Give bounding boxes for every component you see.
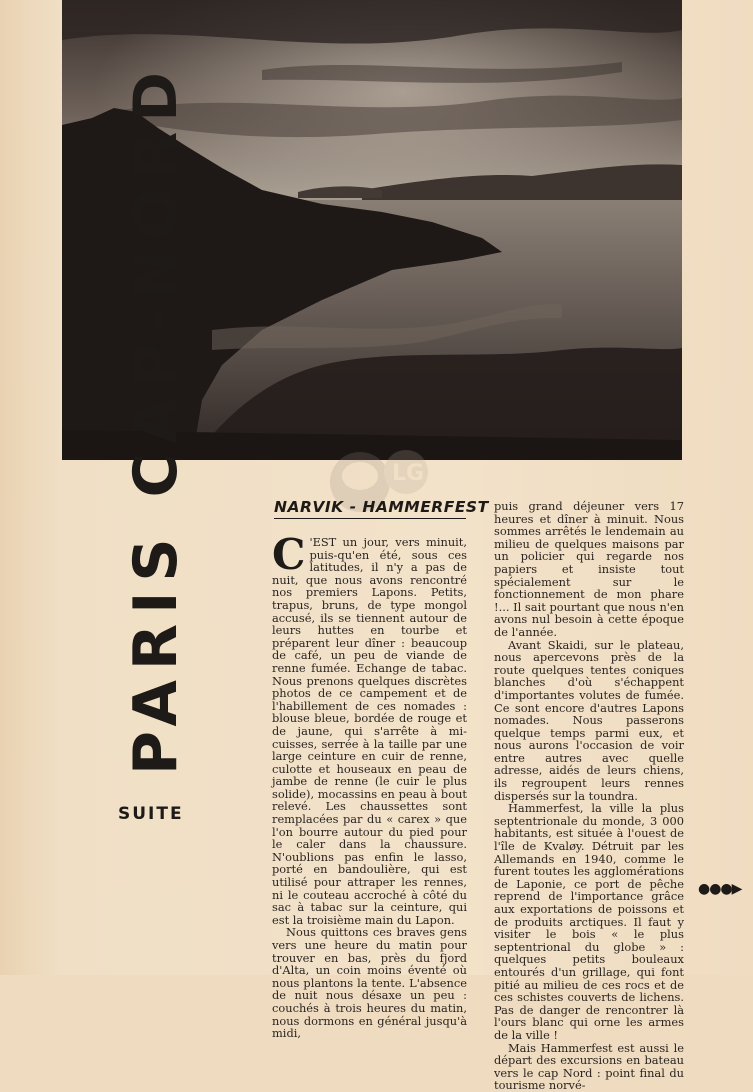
continuation-label: SUITE: [118, 804, 184, 824]
article-column-2: [494, 499, 684, 1092]
paragraph: 'EST un jour, vers minuit, puis-qu'en été, sous ces latitudes, il n'y a pas de nuit, que nous avons rencontré nos premiers Lapons. Petits, trapus, bruns, de type mongol accusé, ils se tiennent autour de leurs huttes en tourbe et préparent leur dîner : beaucoup de café, un peu de viande de renne fumée. Echange de tabac. Nous prenons quelques discrètes photos de ce campement et de l'habillement de ces nomades : blouse bleue, bordée de rouge et de jaune, qui s'arrête à mi-cuisses, serrée à la taille par une large ceinture en cuir de renne, culotte et houseaux en peau de jambe de renne (le cuir le plus solide), mocassins en peau à bout relevé. Les chaussettes sont remplacées par du « carex » que l'on bourre autour du pied pour le caler dans la chaussure. N'oublions pas enfin le lasso, porté en bandoulière, qui est utilisé pour attraper les rennes, ni le couteau accroché à côté du sac à tabac sur la ceinture, qui est la troisième main du Lapon.: [272, 535, 467, 927]
paragraph: Avant Skaidi, sur le plateau, nous apercevons près de la route quelques tentes coniques blanches d'où s'échappent d'importantes volutes de fumée. Ce sont encore d'autres Lapons nomades. Nous passerons quelque temps parmi eux, et nous aurons l'occasion de voir entre autres avec quelle adresse, aidés de leurs chiens, ils regroupent leurs rennes dispersés sur la toundra.: [494, 637, 684, 803]
watermark-text: LG: [392, 461, 425, 486]
paragraph: Mais Hammerfest est aussi le départ des excursions en bateau vers le cap Nord : point final du tourisme norvé-: [494, 1040, 684, 1092]
paragraph: Nous quittons ces braves gens vers une heure du matin pour trouver en bas, près du fjord d'Alta, un coin moins éventé où nous plantons la tente. L'absence de nuit nous désaxe un peu : couchés à trois heures du matin, nous dormons en général jusqu'à midi,: [272, 925, 467, 1041]
vertical-title: PARIS CAP-NORD: [121, 61, 191, 775]
paragraph: puis grand déjeuner vers 17 heures et dîner à minuit. Nous sommes arrêtés le lendemain au milieu de quelques maisons par un policier qui regarde nos papiers et insiste tout spécialement sur le fonctionnement de mon phare !... Il sait pourtant que nous n'en avons nul besoin à cette époque de l'année.: [494, 499, 684, 639]
article-column-1: [272, 530, 467, 1041]
section-heading: NARVIK - HAMMERFEST: [274, 498, 466, 519]
drop-cap: C: [272, 530, 306, 579]
continue-arrow-icon: ●●●▶: [698, 881, 742, 897]
paragraph: Hammerfest, la ville la plus septentrionale du monde, 3 000 habitants, est située à l'ouest de l'île de Kvaløy. Détruit par les Allemands en 1940, comme le furent toutes les agglomérations de Laponie, ce port de pêche reprend de l'importance grâce aux exportations de poissons et de produits arctiques. Il faut y visiter le bois « le plus septentrional du globe » : quelques petits bouleaux entourés d'un grillage, qui font pitié au milieu de ces rocs et de ces schistes couverts de lichens. Pas de danger de rencontrer là l'ours blanc qui orne les armes de la ville !: [494, 801, 684, 1042]
